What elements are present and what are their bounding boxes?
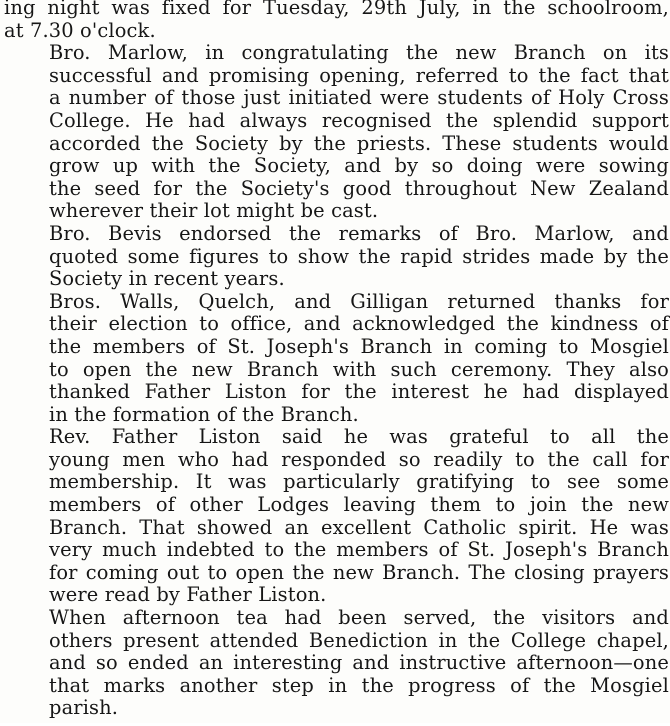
paragraph-bros-walls-quelch-gilligan	[0, 291, 670, 427]
text-line: that marks another step in the progress of the Mosgiel	[49, 673, 669, 697]
text-line: were read by Father Liston.	[49, 583, 327, 607]
text-line: for coming out to open the new Branch. The closing prayers	[49, 560, 669, 584]
text-line: in the formation of the Branch.	[49, 402, 359, 426]
text-line: the members of St. Joseph's Branch in coming to Mosgiel	[49, 334, 669, 358]
text-line: quoted some figures to show the rapid strides made by the	[49, 244, 669, 268]
text-line: a number of those just initiated were students of Holy Cross	[49, 86, 669, 110]
paragraph-father-liston	[0, 426, 670, 607]
text-line: others present attended Benediction in the College chapel,	[49, 628, 669, 652]
text-line: When afternoon tea had been served, the visitors and	[49, 606, 669, 630]
text-line: grow up with the Society, and by so doing were sowing	[49, 154, 669, 178]
paragraph-meeting-night	[0, 0, 670, 42]
text-line: wherever their lot might be cast.	[49, 199, 379, 223]
text-line: Bros. Walls, Quelch, and Gilligan returned thanks for	[49, 289, 669, 313]
text-line: accorded the Society by the priests. These students would	[49, 131, 669, 155]
text-line: Society in recent years.	[49, 267, 285, 291]
text-line: membership. It was particularly gratifying to see some	[49, 470, 669, 494]
text-line: College. He had always recognised the splendid support	[49, 108, 669, 132]
text-line: Bro. Marlow, in congratulating the new Branch on its	[49, 41, 669, 65]
text-line: Branch. That showed an excellent Catholic spirit. He was	[49, 515, 669, 539]
text-line: young men who had responded so readily to the call for	[49, 447, 669, 471]
paragraph-afternoon-tea	[0, 607, 670, 720]
text-line: Rev. Father Liston said he was grateful to all the	[49, 425, 669, 449]
text-line: their election to office, and acknowledged the kindness of	[49, 312, 669, 336]
text-line: the seed for the Society's good throughout New Zealand	[49, 176, 669, 200]
text-line: parish.	[49, 696, 119, 720]
text-line: members of other Lodges leaving them to join the new	[49, 493, 669, 517]
text-line: ing night was fixed for Tuesday, 29th July, in the schoolroom,	[4, 0, 669, 19]
text-line: thanked Father Liston for the interest he had displayed	[49, 380, 669, 404]
text-line: at 7.30 o'clock.	[4, 18, 156, 42]
text-line: very much indebted to the members of St. Joseph's Branch	[49, 538, 669, 562]
text-line: successful and promising opening, referred to the fact that	[49, 63, 669, 87]
text-line: to open the new Branch with such ceremony. They also	[49, 357, 669, 381]
text-line: Bro. Bevis endorsed the remarks of Bro. Marlow, and	[49, 221, 669, 245]
text-line: and so ended an interesting and instructive afternoon—one	[49, 651, 669, 675]
paragraph-bro-marlow	[0, 42, 670, 223]
paragraph-bro-bevis	[0, 223, 670, 291]
